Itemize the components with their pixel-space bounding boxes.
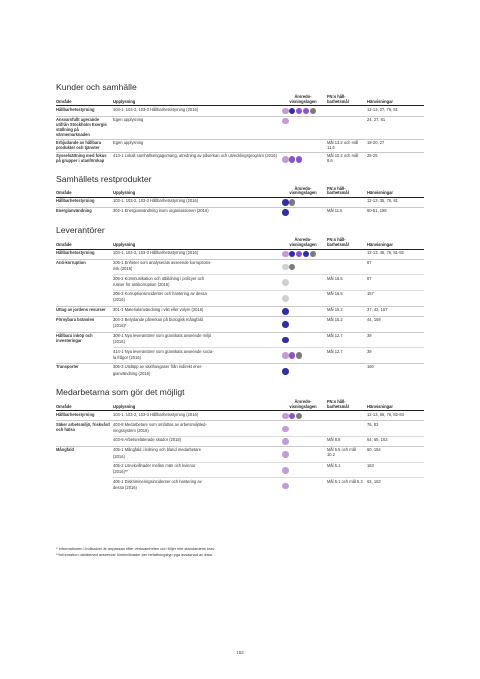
- arsredovisningslagen-dots: [282, 251, 324, 258]
- category-dot-icon: [282, 209, 289, 216]
- section-title: Samhällets restprodukter: [56, 173, 152, 184]
- header-omrade: Område: [56, 190, 72, 196]
- section-title: Medarbetarna som gör det möjligt: [56, 386, 185, 397]
- table-row: [56, 411, 424, 420]
- disclosure-line: (2016): [113, 339, 125, 345]
- table-row: [56, 250, 424, 259]
- row-disclosures: [113, 261, 424, 305]
- category-dot-icon: [310, 108, 317, 115]
- disclosure-row: [113, 251, 424, 258]
- disclosure-line: 413-1 Lokalt samhällsengagemang, utredning av påverkan och utvecklingsprogram (2016): [113, 153, 277, 159]
- fn-goal: Mål 8.8: [327, 437, 341, 443]
- disclosure-row: [113, 448, 424, 460]
- reference-pages: 25-26: [367, 153, 378, 159]
- disclosure-line: 308-1 Nya leverantörer som granskats avseende miljö: [113, 332, 212, 338]
- header-omrade: Område: [56, 98, 72, 104]
- section-0: [56, 82, 424, 166]
- header-fn-mal: FN:s håll- barhetsmål: [327, 185, 349, 196]
- disclosure-line: 103-1, 103-2, 103-3 Hållbarhetsstyrning (2016): [113, 198, 199, 204]
- section-1: [56, 174, 424, 218]
- reference-pages: 39: [367, 332, 372, 338]
- section-3: [56, 387, 424, 493]
- table-row: [56, 198, 424, 207]
- disclosure-row: [113, 477, 424, 492]
- row-disclosures: [113, 108, 424, 115]
- disclosure-line: (2016): [113, 453, 125, 459]
- fn-goal: Mål 16.5: [327, 275, 343, 281]
- arsredovisningslagen-dots: [282, 413, 324, 420]
- disclosure-text: [113, 308, 282, 315]
- fn-goal: Mål 12.7: [327, 348, 343, 354]
- disclosure-line: 405-2 Lönekvillnader mellan män och kvinnor: [113, 463, 196, 469]
- category-dot-icon: [282, 368, 289, 375]
- disclosure-text: [113, 277, 282, 289]
- reference-pages: 12-13, 45, 76, 81-82: [367, 249, 404, 255]
- category-dot-icon: [282, 251, 289, 258]
- arsredovisningslagen-dots: [282, 108, 324, 115]
- reference-pages: 163: [367, 463, 374, 469]
- disclosure-row: [113, 290, 424, 305]
- row-disclosures: [113, 448, 424, 492]
- section-title: Leverantörer: [56, 225, 105, 236]
- category-dot-icon: [282, 321, 289, 328]
- arsredovisningslagen-dots: [282, 334, 324, 346]
- reference-pages: 12-13, 35, 76, 81: [367, 198, 398, 204]
- table-row: [56, 139, 424, 152]
- fn-goal: Mål 13.2 och mål 11.6: [327, 140, 359, 150]
- disclosure-line: (2016): [113, 297, 125, 303]
- arsredovisningslagen-dots: [282, 308, 324, 315]
- fn-goal: Mål 5.1 och mål 5.2: [327, 478, 363, 484]
- disclosure-line: 301-1 Materialanvändning i vikt eller volym (2016): [113, 307, 204, 313]
- table-row: [56, 106, 424, 115]
- category-dot-icon: [282, 308, 289, 315]
- row-disclosures: [113, 199, 424, 206]
- header-hanvisningar: Hänvisningar: [367, 190, 393, 196]
- row-disclosures: [113, 118, 424, 125]
- category-dot-icon: [289, 352, 296, 359]
- disclosure-line: 414-1 Nya leverantörer som granskats avseende socia-: [113, 348, 214, 354]
- arsredovisningslagen-dots: [282, 423, 324, 435]
- disclosure-line: (2016)**: [113, 469, 129, 475]
- row-disclosures: [113, 318, 424, 330]
- header-omrade: Område: [56, 403, 72, 409]
- disclosure-row: [113, 308, 424, 315]
- disclosure-text: [113, 154, 282, 164]
- fn-goal: Mål 15.2: [327, 307, 343, 313]
- row-area: Hållbarhetsstyrning: [56, 411, 95, 417]
- fn-goal: [324, 413, 364, 420]
- category-dot-icon: [282, 467, 289, 474]
- table-header: [56, 400, 424, 411]
- disclosure-line: gianvändning (2016): [113, 370, 151, 376]
- row-disclosures: [113, 209, 424, 216]
- category-dot-icon: [282, 483, 289, 490]
- reference-pages: 39: [367, 348, 372, 354]
- disclosure-line: 304-2 Betydande påverkan på biologisk mångfald: [113, 317, 203, 323]
- reference-pages: 50-51, 158: [367, 208, 387, 214]
- arsredovisningslagen-dots: [282, 292, 324, 304]
- disclosure-line: (2016)*: [113, 323, 127, 329]
- row-area: Transporter: [56, 364, 79, 370]
- arsredovisningslagen-dots: [282, 154, 324, 164]
- page-number: 152: [236, 650, 244, 655]
- row-area: Erbjudande av hållbara produkter och tjänster: [56, 140, 102, 150]
- fn-goal: Mål 5.5 och mål 10.2: [327, 447, 356, 458]
- fn-goal: Mål 10.2 och mål 8.6: [327, 153, 359, 164]
- table-header: [56, 187, 424, 198]
- header-upplysning: Upplysning: [113, 190, 136, 196]
- disclosure-text: [113, 108, 282, 115]
- disclosure-text: [113, 413, 282, 420]
- disclosure-text: [113, 251, 282, 258]
- disclosure-text: [113, 141, 282, 151]
- reference-pages: 160: [367, 364, 374, 370]
- disclosure-row: [113, 365, 424, 377]
- table-row: [56, 116, 424, 139]
- table-row: [56, 152, 424, 165]
- disclosure-row: [113, 261, 424, 273]
- row-disclosures: [113, 334, 424, 362]
- disclosure-line: 406-1 Diskrimineringsincidenter och hantering av: [113, 478, 202, 484]
- header-fn-mal: FN:s håll- barhetsmål: [327, 94, 349, 104]
- disclosure-row: [113, 141, 424, 151]
- header-upplysning: Upplysning: [113, 98, 136, 104]
- disclosure-line: Egen upplysning: [113, 140, 144, 146]
- disclosure-line: dessa (2016): [113, 484, 137, 490]
- arsredovisningslagen-dots: [282, 365, 324, 377]
- category-dot-icon: [282, 413, 289, 420]
- disclosure-text: [113, 438, 282, 445]
- row-area: Anti-korruption: [56, 259, 86, 265]
- disclosure-line: 103-1, 103-2, 103-3 Hållbarhetsstyrning (2016): [113, 249, 199, 255]
- category-dot-icon: [282, 352, 289, 359]
- fn-goal: [324, 423, 364, 435]
- disclosure-text: [113, 292, 282, 304]
- row-disclosures: [113, 423, 424, 445]
- row-area: Mångfald: [56, 447, 74, 453]
- disclosure-text: [113, 464, 282, 476]
- disclosure-line: rutiner för antikorruption (2016): [113, 281, 170, 287]
- row-area: Sysselsättning med fokus på grupper i utanförskap: [56, 153, 107, 164]
- disclosure-text: [113, 209, 282, 216]
- fn-goal: [324, 108, 364, 115]
- disclosure-line: 403-9 Arbetsrelaterade skador (2018): [113, 437, 182, 443]
- arsredovisningslagen-dots: [282, 261, 324, 273]
- arsredovisningslagen-dots: [282, 141, 324, 151]
- reference-pages: 60, 154: [367, 447, 381, 453]
- disclosure-line: 205-3 Korruptionsincidenter och hantering av dessa: [113, 291, 207, 297]
- disclosure-line: risk (2016): [113, 266, 133, 272]
- category-dot-icon: [289, 156, 296, 163]
- reference-pages: 62, 163: [367, 478, 381, 484]
- disclosure-text: [113, 480, 282, 492]
- arsredovisningslagen-dots: [282, 199, 324, 206]
- arsredovisningslagen-dots: [282, 318, 324, 330]
- table-row: [56, 259, 424, 306]
- category-dot-icon: [310, 251, 317, 258]
- disclosure-row: [113, 154, 424, 164]
- disclosure-line: 305-3 Utsläpp av växthusgaser från indirekt ener-: [113, 364, 203, 370]
- reference-pages: 37, 42, 157: [367, 307, 388, 313]
- fn-goal: [324, 118, 364, 125]
- header-arsredovisningslagen: Årsredo- visningslagen: [289, 185, 317, 196]
- row-area: Hållbarhetsstyrning: [56, 106, 95, 112]
- disclosure-row: [113, 118, 424, 125]
- disclosure-row: [113, 436, 424, 445]
- row-area: Förnybara bränslen: [56, 317, 95, 323]
- disclosure-line: 405-1 Mångfald i ledning och bland medarbetare: [113, 447, 202, 453]
- header-hanvisningar: Hänvisningar: [367, 403, 393, 409]
- disclosure-row: [113, 199, 424, 206]
- arsredovisningslagen-dots: [282, 350, 324, 362]
- fn-goal: [324, 251, 364, 258]
- header-arsredovisningslagen: Årsredo- visningslagen: [289, 94, 317, 104]
- header-upplysning: Upplysning: [113, 403, 136, 409]
- category-dot-icon: [282, 438, 289, 445]
- arsredovisningslagen-dots: [282, 448, 324, 460]
- fn-goal: Mål 12.7: [327, 332, 343, 338]
- category-dot-icon: [282, 295, 289, 302]
- row-area: Energianvändning: [56, 208, 92, 214]
- reference-pages: 44, 159: [367, 317, 381, 323]
- section-2: [56, 225, 424, 379]
- arsredovisningslagen-dots: [282, 438, 324, 445]
- disclosure-line: 205-1 Enheter som analyserats avseende korruptions-: [113, 259, 212, 265]
- category-dot-icon: [282, 451, 289, 458]
- category-dot-icon: [289, 413, 296, 420]
- category-dot-icon: [303, 108, 310, 115]
- reference-pages: 64, 65, 163: [367, 437, 388, 443]
- header-omrade: Område: [56, 241, 72, 247]
- category-dot-icon: [296, 108, 303, 115]
- category-dot-icon: [303, 251, 310, 258]
- disclosure-row: [113, 209, 424, 216]
- disclosure-text: [113, 365, 282, 377]
- footnote-2: **Information utelämnad avseende lönekvillnader per befattningstyp pga avsaknad av data.: [56, 551, 213, 557]
- disclosure-row: [113, 413, 424, 420]
- category-dot-icon: [282, 337, 289, 344]
- row-area: Hållbarhetsstyrning: [56, 198, 95, 204]
- category-dot-icon: [296, 156, 303, 163]
- fn-goal: [324, 199, 364, 206]
- disclosure-text: [113, 423, 282, 435]
- table-row: [56, 363, 424, 379]
- category-dot-icon: [289, 251, 296, 258]
- table-row: [56, 446, 424, 493]
- disclosure-row: [113, 108, 424, 115]
- category-dot-icon: [289, 199, 296, 206]
- reference-pages: 87: [367, 259, 372, 265]
- row-disclosures: [113, 365, 424, 377]
- disclosure-row: [113, 334, 424, 346]
- disclosure-text: [113, 448, 282, 460]
- disclosure-row: [113, 347, 424, 362]
- row-disclosures: [113, 413, 424, 420]
- disclosure-text: [113, 334, 282, 346]
- category-dot-icon: [296, 413, 303, 420]
- category-dot-icon: [282, 118, 289, 125]
- reference-pages: 157: [367, 291, 374, 297]
- category-dot-icon: [282, 156, 289, 163]
- row-area: Hållbarhetsstyrning: [56, 249, 95, 255]
- table-row: [56, 306, 424, 316]
- fn-goal: Mål 16.5: [327, 291, 343, 297]
- fn-goal: [324, 365, 364, 377]
- fn-goal: Mål 11.6: [327, 208, 343, 214]
- disclosure-text: [113, 318, 282, 330]
- header-upplysning: Upplysning: [113, 241, 136, 247]
- disclosure-line: 103-1, 103-2, 103-3 Hållbarhetsstyrning (2016): [113, 411, 199, 417]
- category-dot-icon: [282, 108, 289, 115]
- category-dot-icon: [282, 264, 289, 271]
- arsredovisningslagen-dots: [282, 480, 324, 492]
- disclosure-row: [113, 462, 424, 477]
- disclosure-row: [113, 423, 424, 435]
- disclosure-line: ningssystem (2018): [113, 427, 149, 433]
- disclosure-line: 205-2 Kommunikation och utbildning i policyer och: [113, 275, 205, 281]
- category-dot-icon: [282, 279, 289, 286]
- header-fn-mal: FN:s håll- barhetsmål: [327, 237, 349, 247]
- disclosure-line: Egen upplysning: [113, 116, 144, 122]
- disclosure-text: [113, 199, 282, 206]
- disclosure-line: 103-1, 103-2, 103-3 Hållbarhetsstyrning (2016): [113, 106, 199, 112]
- arsredovisningslagen-dots: [282, 209, 324, 216]
- row-area: Säker arbetsmiljö, friskvård och hälsa: [56, 421, 110, 432]
- disclosure-line: 302-1 Energianvändning inom organisationen (2016): [113, 208, 209, 214]
- row-disclosures: [113, 154, 424, 164]
- arsredovisningslagen-dots: [282, 118, 324, 125]
- footnote-1: * Informationen i indikatorn är anpassad efter verksamheten och följer inte standardens krav.: [56, 546, 216, 551]
- row-disclosures: [113, 251, 424, 258]
- row-disclosures: [113, 141, 424, 151]
- reference-pages: 12-13, 65, 76, 82-83: [367, 411, 404, 417]
- row-area: Hållbara inköp och investeringar: [56, 332, 93, 343]
- table-row: [56, 207, 424, 217]
- gri-index-page: [56, 82, 424, 501]
- disclosure-text: [113, 350, 282, 362]
- header-arsredovisningslagen: Årsredo- visningslagen: [289, 398, 317, 409]
- reference-pages: 76, 83: [367, 421, 379, 427]
- fn-goal: Mål 5.1: [327, 463, 341, 469]
- table-row: [56, 316, 424, 332]
- row-disclosures: [113, 308, 424, 315]
- fn-goal: [324, 261, 364, 273]
- category-dot-icon: [289, 264, 296, 271]
- reference-pages: 24, 27, 81: [367, 116, 386, 122]
- arsredovisningslagen-dots: [282, 277, 324, 289]
- header-fn-mal: FN:s håll- barhetsmål: [327, 398, 349, 409]
- reference-pages: 87: [367, 275, 372, 281]
- disclosure-line: 403-8 Medarbetare som omfattas av arbetsmiljöled-: [113, 421, 207, 427]
- category-dot-icon: [296, 251, 303, 258]
- table-row: [56, 420, 424, 446]
- header-hanvisningar: Hänvisningar: [367, 241, 393, 247]
- arsredovisningslagen-dots: [282, 464, 324, 476]
- disclosure-row: [113, 274, 424, 289]
- table-row: [56, 332, 424, 363]
- category-dot-icon: [282, 199, 289, 206]
- category-dot-icon: [296, 352, 303, 359]
- reference-pages: 18-20, 27: [367, 140, 385, 146]
- category-dot-icon: [282, 426, 289, 433]
- category-dot-icon: [289, 108, 296, 115]
- reference-pages: 12-13, 27, 76, 81: [367, 106, 398, 112]
- disclosure-text: [113, 118, 282, 125]
- footnotes: [56, 546, 215, 558]
- header-arsredovisningslagen: Årsredo- visningslagen: [289, 237, 317, 247]
- disclosure-text: [113, 261, 282, 273]
- table-header: [56, 95, 424, 106]
- section-title: Kunder och samhälle: [56, 82, 137, 92]
- row-area: Uttag av jordens resurser: [56, 307, 106, 313]
- row-area: Ansvarsfullt agerande utifrån Stockholm Exergis ställning på värmemarknaden: [56, 116, 107, 137]
- fn-goal: Mål 15.2: [327, 317, 343, 323]
- disclosure-line: la frågor (2016): [113, 354, 141, 360]
- disclosure-row: [113, 318, 424, 330]
- table-header: [56, 238, 424, 249]
- header-hanvisningar: Hänvisningar: [367, 98, 393, 104]
